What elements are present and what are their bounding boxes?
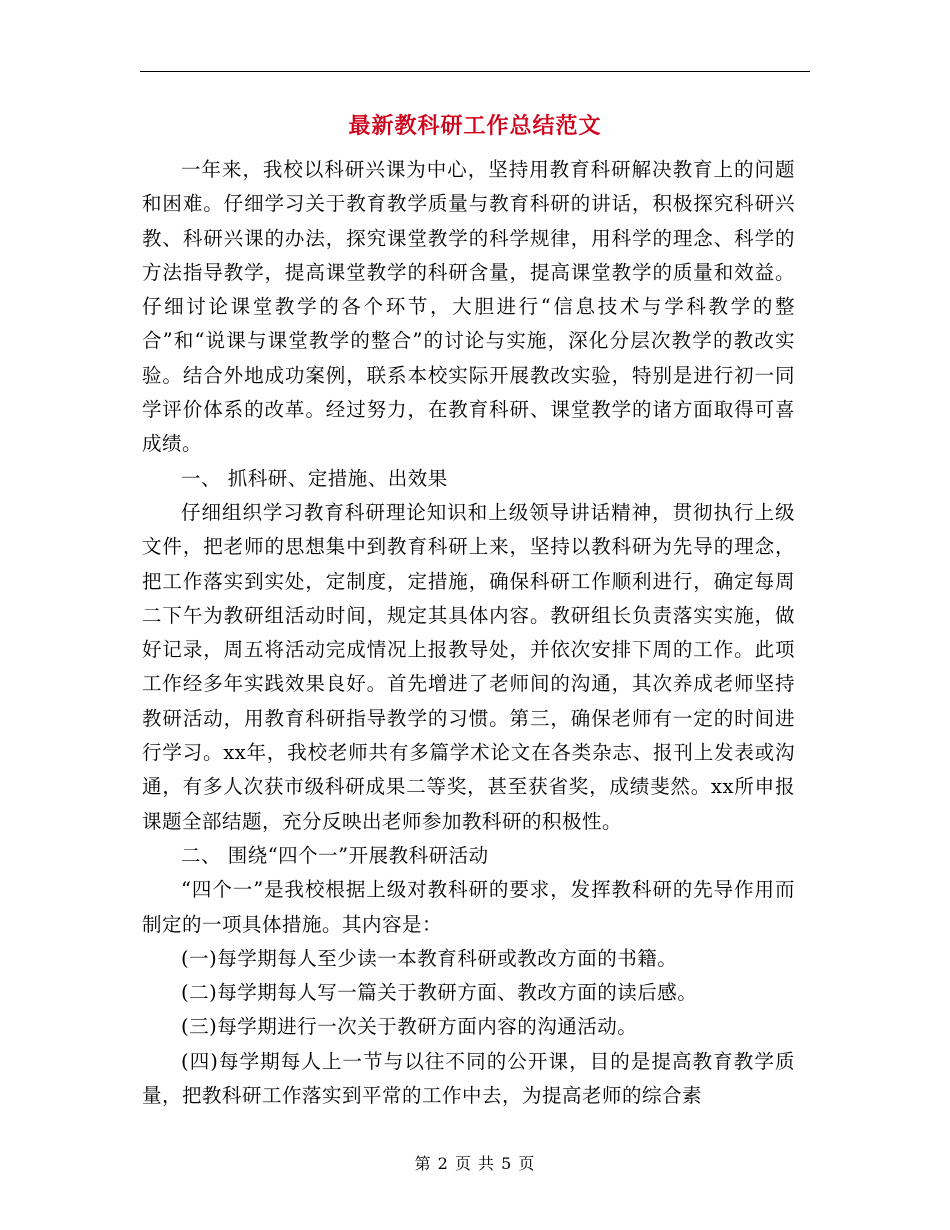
list-item-4: (四)每学期每人上一节与以往不同的公开课，目的是提高教育教学质量，把教科研工作落实到平常的工作中去，为提高老师的综合素 — [142, 1049, 795, 1108]
list-item-1: (一)每学期每人至少读一本教育科研或教改方面的书籍。 — [181, 946, 678, 970]
list-item-2: (二)每学期每人写一篇关于教研方面、教改方面的读后感。 — [181, 981, 698, 1005]
document-body — [142, 153, 795, 1113]
header-rule — [140, 71, 810, 72]
paragraph-section-2: “四个一”是我校根据上级对教科研的要求，发挥教科研的先导作用而制定的一项具体措施。其内容是： — [142, 878, 795, 936]
page-number: 第 2 页 共 5 页 — [414, 1154, 536, 1173]
list-item-3: (三)每学期进行一次关于教研方面内容的沟通活动。 — [181, 1015, 638, 1039]
section-heading-1: 一、 抓科研、定措施、出效果 — [181, 466, 448, 490]
section-heading-2: 二、 围绕“四个一”开展教科研活动 — [181, 843, 489, 867]
paragraph-section-1: 仔细组织学习教育科研理论知识和上级领导讲话精神，贯彻执行上级文件，把老师的思想集中到教育科研上来，坚持以教科研为先导的理念，把工作落实到实处，定制度，定措施，确保科研工作顺利进行，确定每周二下午为教研组活动时间，规定其具体内容。教研组长负责落实实施，做好记录，周五将活动完成情况上报教导处，并依次安排下周的工作。此项工作经多年实践效果良好。首先增进了老师间的沟通，其次养成老师坚持教研活动，用教育科研指导教学的习惯。第三，确保老师有一定的时间进行学习。xx年，我校老师共有多篇学术论文在各类杂志、报刊上发表或沟通，有多人次获市级科研成果二等奖，甚至获省奖，成绩斐然。xx所申报课题全部结题，充分反映出老师参加教科研的积极性。 — [142, 500, 795, 833]
paragraph-intro: 一年来，我校以科研兴课为中心，坚持用教育科研解决教育上的问题和困难。仔细学习关于教育教学质量与教育科研的讲话，积极探究科研兴教、科研兴课的办法，探究课堂教学的科学规律，用科学的理念、科学的方法指导教学，提高课堂教学的科研含量，提高课堂教学的质量和效益。仔细讨论课堂教学的各个环节，大胆进行“信息技术与学科教学的整合”和“说课与课堂教学的整合”的讨论与实施，深化分层次教学的教改实验。结合外地成功案例，联系本校实际开展教改实验，特别是进行初一同学评价体系的改革。经过努力，在教育科研、课堂教学的诸方面取得可喜成绩。 — [142, 158, 795, 456]
document-title: 最新教科研工作总结范文 — [348, 113, 602, 139]
